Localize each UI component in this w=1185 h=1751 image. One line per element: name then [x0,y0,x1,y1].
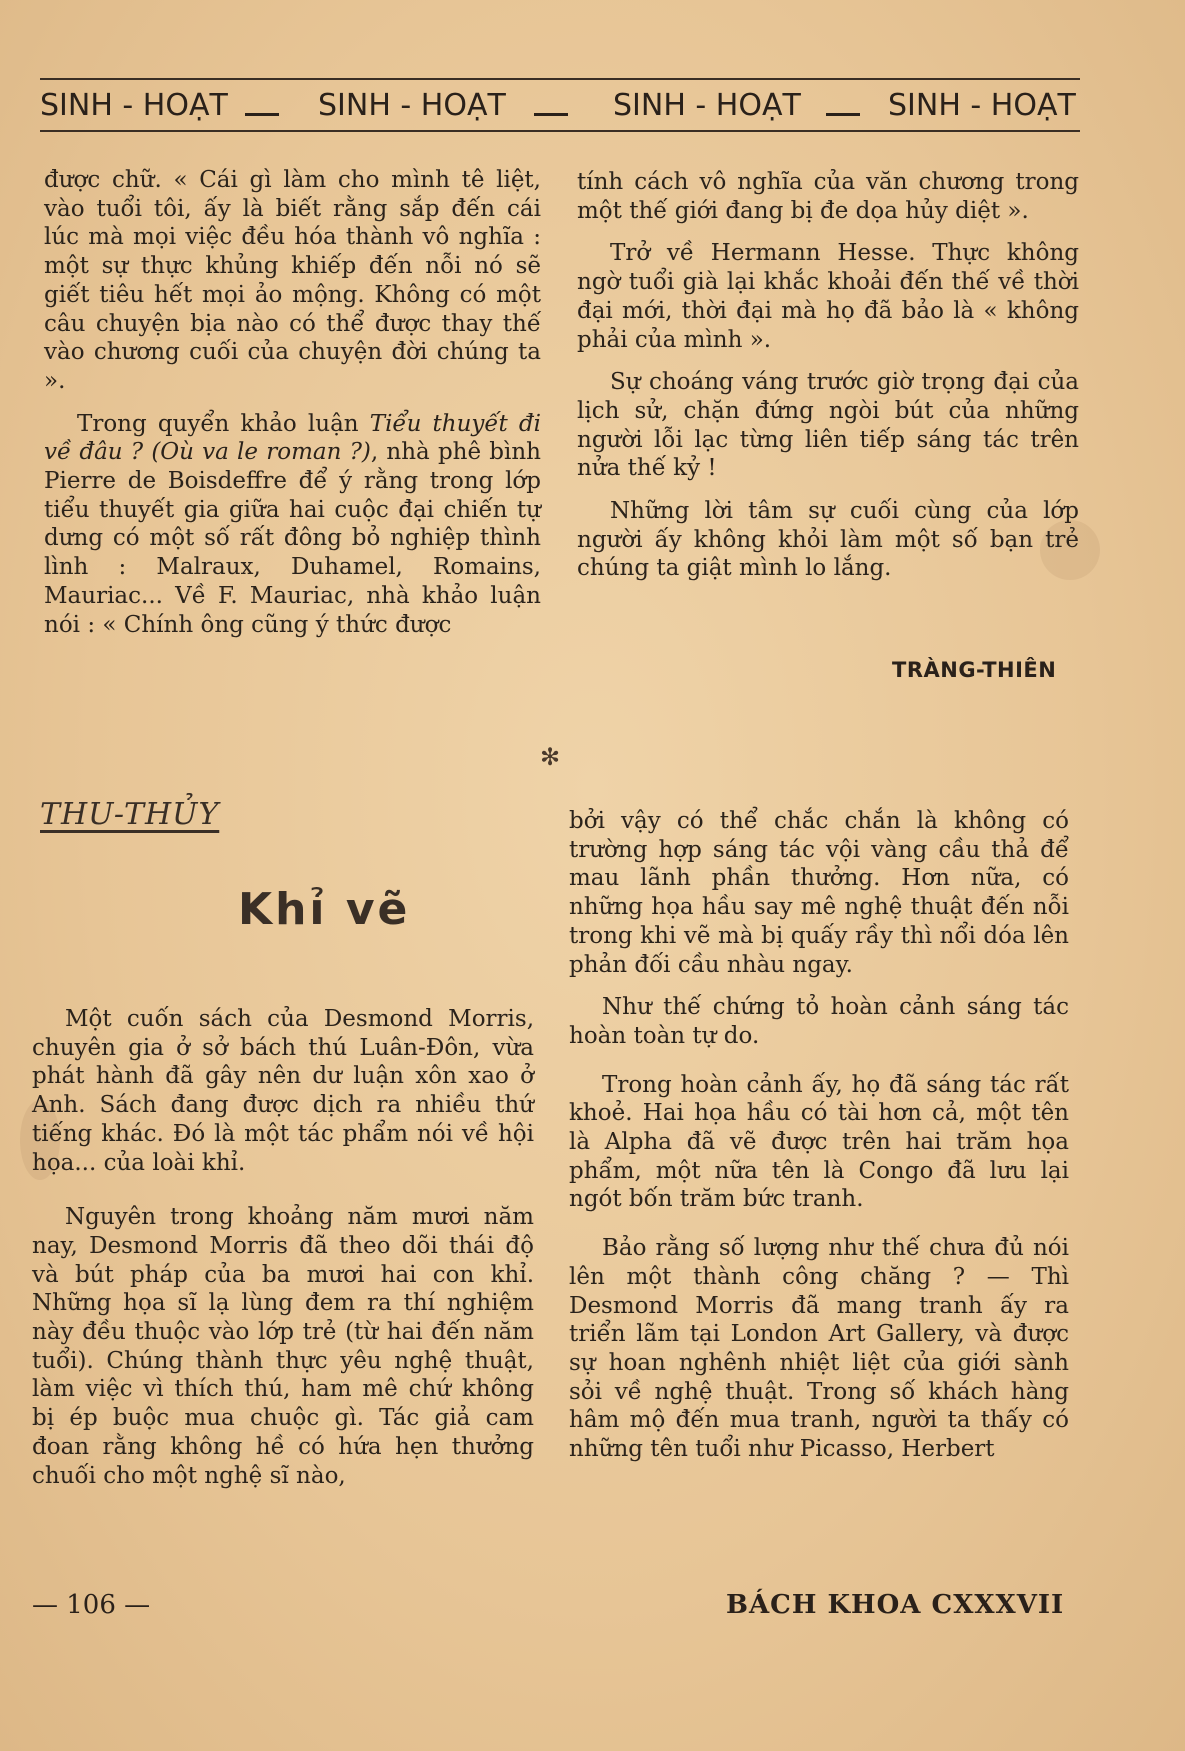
paragraph: Như thế chứng tỏ hoàn cảnh sáng tác hoàn toàn tự do. [569,994,1069,1049]
paragraph: Trong hoàn cảnh ấy, họ đã sáng tác rất khoẻ. Hai họa hầu có tài hơn cả, một tên là Alpha đã vẽ được trên hai trăm họa phẩm, một nữa tên là Congo đã lưu lại ngót bốn trăm bức tranh. [569,1071,1069,1213]
article-left-column [32,1005,534,1490]
signature: TRÀNG-THIÊN [892,658,1057,682]
paragraph: tính cách vô nghĩa của văn chương trong một thế giới đang bị đe dọa hủy diệt ». [577,169,1079,224]
paragraph: được chữ. « Cái gì làm cho mình tê liệt, vào tuổi tôi, ấy là biết rằng sắp đến cái lúc mà mọi việc đều hóa thành vô nghĩa : một sự thực khủng khiếp đến nỗi nó sẽ giết tiêu hết mọi ảo mộng. Không có một câu chuyện bịa nào có thể được thay thế vào chương cuối của chuyện đời chúng ta ». [44,167,541,394]
header-label: SINH - HOẠT [613,88,801,123]
top-right-column [577,168,1079,583]
paragraph: Những lời tâm sự cuối cùng của lớp người ấy không khỏi làm một số bạn trẻ chúng ta giật mình lo lắng. [577,498,1079,582]
article-right-column [569,807,1069,1464]
paragraph: Một cuốn sách của Desmond Morris, chuyên gia ở sở bách thú Luân-Đôn, vừa phát hành đã gây nên dư luận xôn xao ở Anh. Sách đang được dịch ra nhiều thứ tiếng khác. Đó là một tác phẩm nói về hội họa... của loài khỉ. [32,1006,534,1176]
top-left-column [44,166,541,639]
paragraph: bởi vậy có thể chắc chắn là không có trường hợp sáng tác vội vàng cầu thả để mau lãnh phần thưởng. Hơn nữa, có những họa hầu say mê nghệ thuật đến nỗi trong khi vẽ mà bị quấy rầy thì nổi dóa lên phản đối cầu nhàu ngay. [569,808,1069,978]
article-author: THU-THỦY [40,797,220,832]
article-title: Khỉ vẽ [238,884,411,935]
header-dash [245,113,279,116]
paragraph: Nguyên trong khoảng năm mươi năm nay, Desmond Morris đã theo dõi thái độ và bút pháp của ba mươi hai con khỉ. Những họa sĩ lạ lùng đem ra thí nghiệm này đều thuộc vào lớp trẻ (từ hai đến năm tuổi). Chúng thành thực yêu nghệ thuật, làm việc vì thích thú, ham mê chứ không bị ép buộc mua chuộc gì. Tác giả cam đoan rằng không hề có hứa hẹn thưởng chuối cho một nghệ sĩ nào, [32,1204,534,1489]
header-label: SINH - HOẠT [318,88,506,123]
book-title-italic: Tiểu thuyết đi về đâu ? (Où va le roman ?) [44,410,541,466]
paragraph: Bảo rằng số lượng như thế chưa đủ nói lên một thành công chăng ? — Thì Desmond Morris đã mang tranh ấy ra triển lãm tại London Art Gallery, và được sự hoan nghênh nhiệt liệt của giới sành sỏi về nghệ thuật. Trong số khách hàng hâm mộ đến mua tranh, người ta thấy có những tên tuổi như Picasso, Herbert [569,1235,1069,1463]
text-run: , nhà phê bình Pierre de Boisdeffre để ý rằng trong lớp tiểu thuyết gia giữa hai cuộc đại chiến tự dưng có một số rất đông bỏ nghiệp thình lình : Malraux, Duhamel, Romains, Mauriac... Về F. Mauriac, nhà khảo luận nói : « Chính ông cũng ý thức được [44,439,541,638]
journal-name: BÁCH KHOA CXXXVII [726,1590,1065,1620]
paragraph: Sự choáng váng trước giờ trọng đại của lịch sử, chặn đứng ngòi bút của những người lỗi lạc từng liên tiếp sáng tác trên nửa thế kỷ ! [577,369,1079,482]
section-ornament: ✻ [540,743,561,771]
page-number: — 106 — [32,1590,151,1620]
header-dash [534,113,568,116]
paragraph: Trở về Hermann Hesse. Thực không ngờ tuổi già lại khắc khoải đến thế về thời đại mới, thời đại mà họ đã bảo là « không phải của mình ». [577,240,1079,353]
header-dash [826,113,860,116]
running-header [40,78,1080,132]
paragraph-khao-luan [44,410,541,640]
header-label: SINH - HOẠT [40,88,228,123]
header-label: SINH - HOẠT [888,88,1076,123]
text-run: Trong quyển khảo luận [77,410,370,437]
